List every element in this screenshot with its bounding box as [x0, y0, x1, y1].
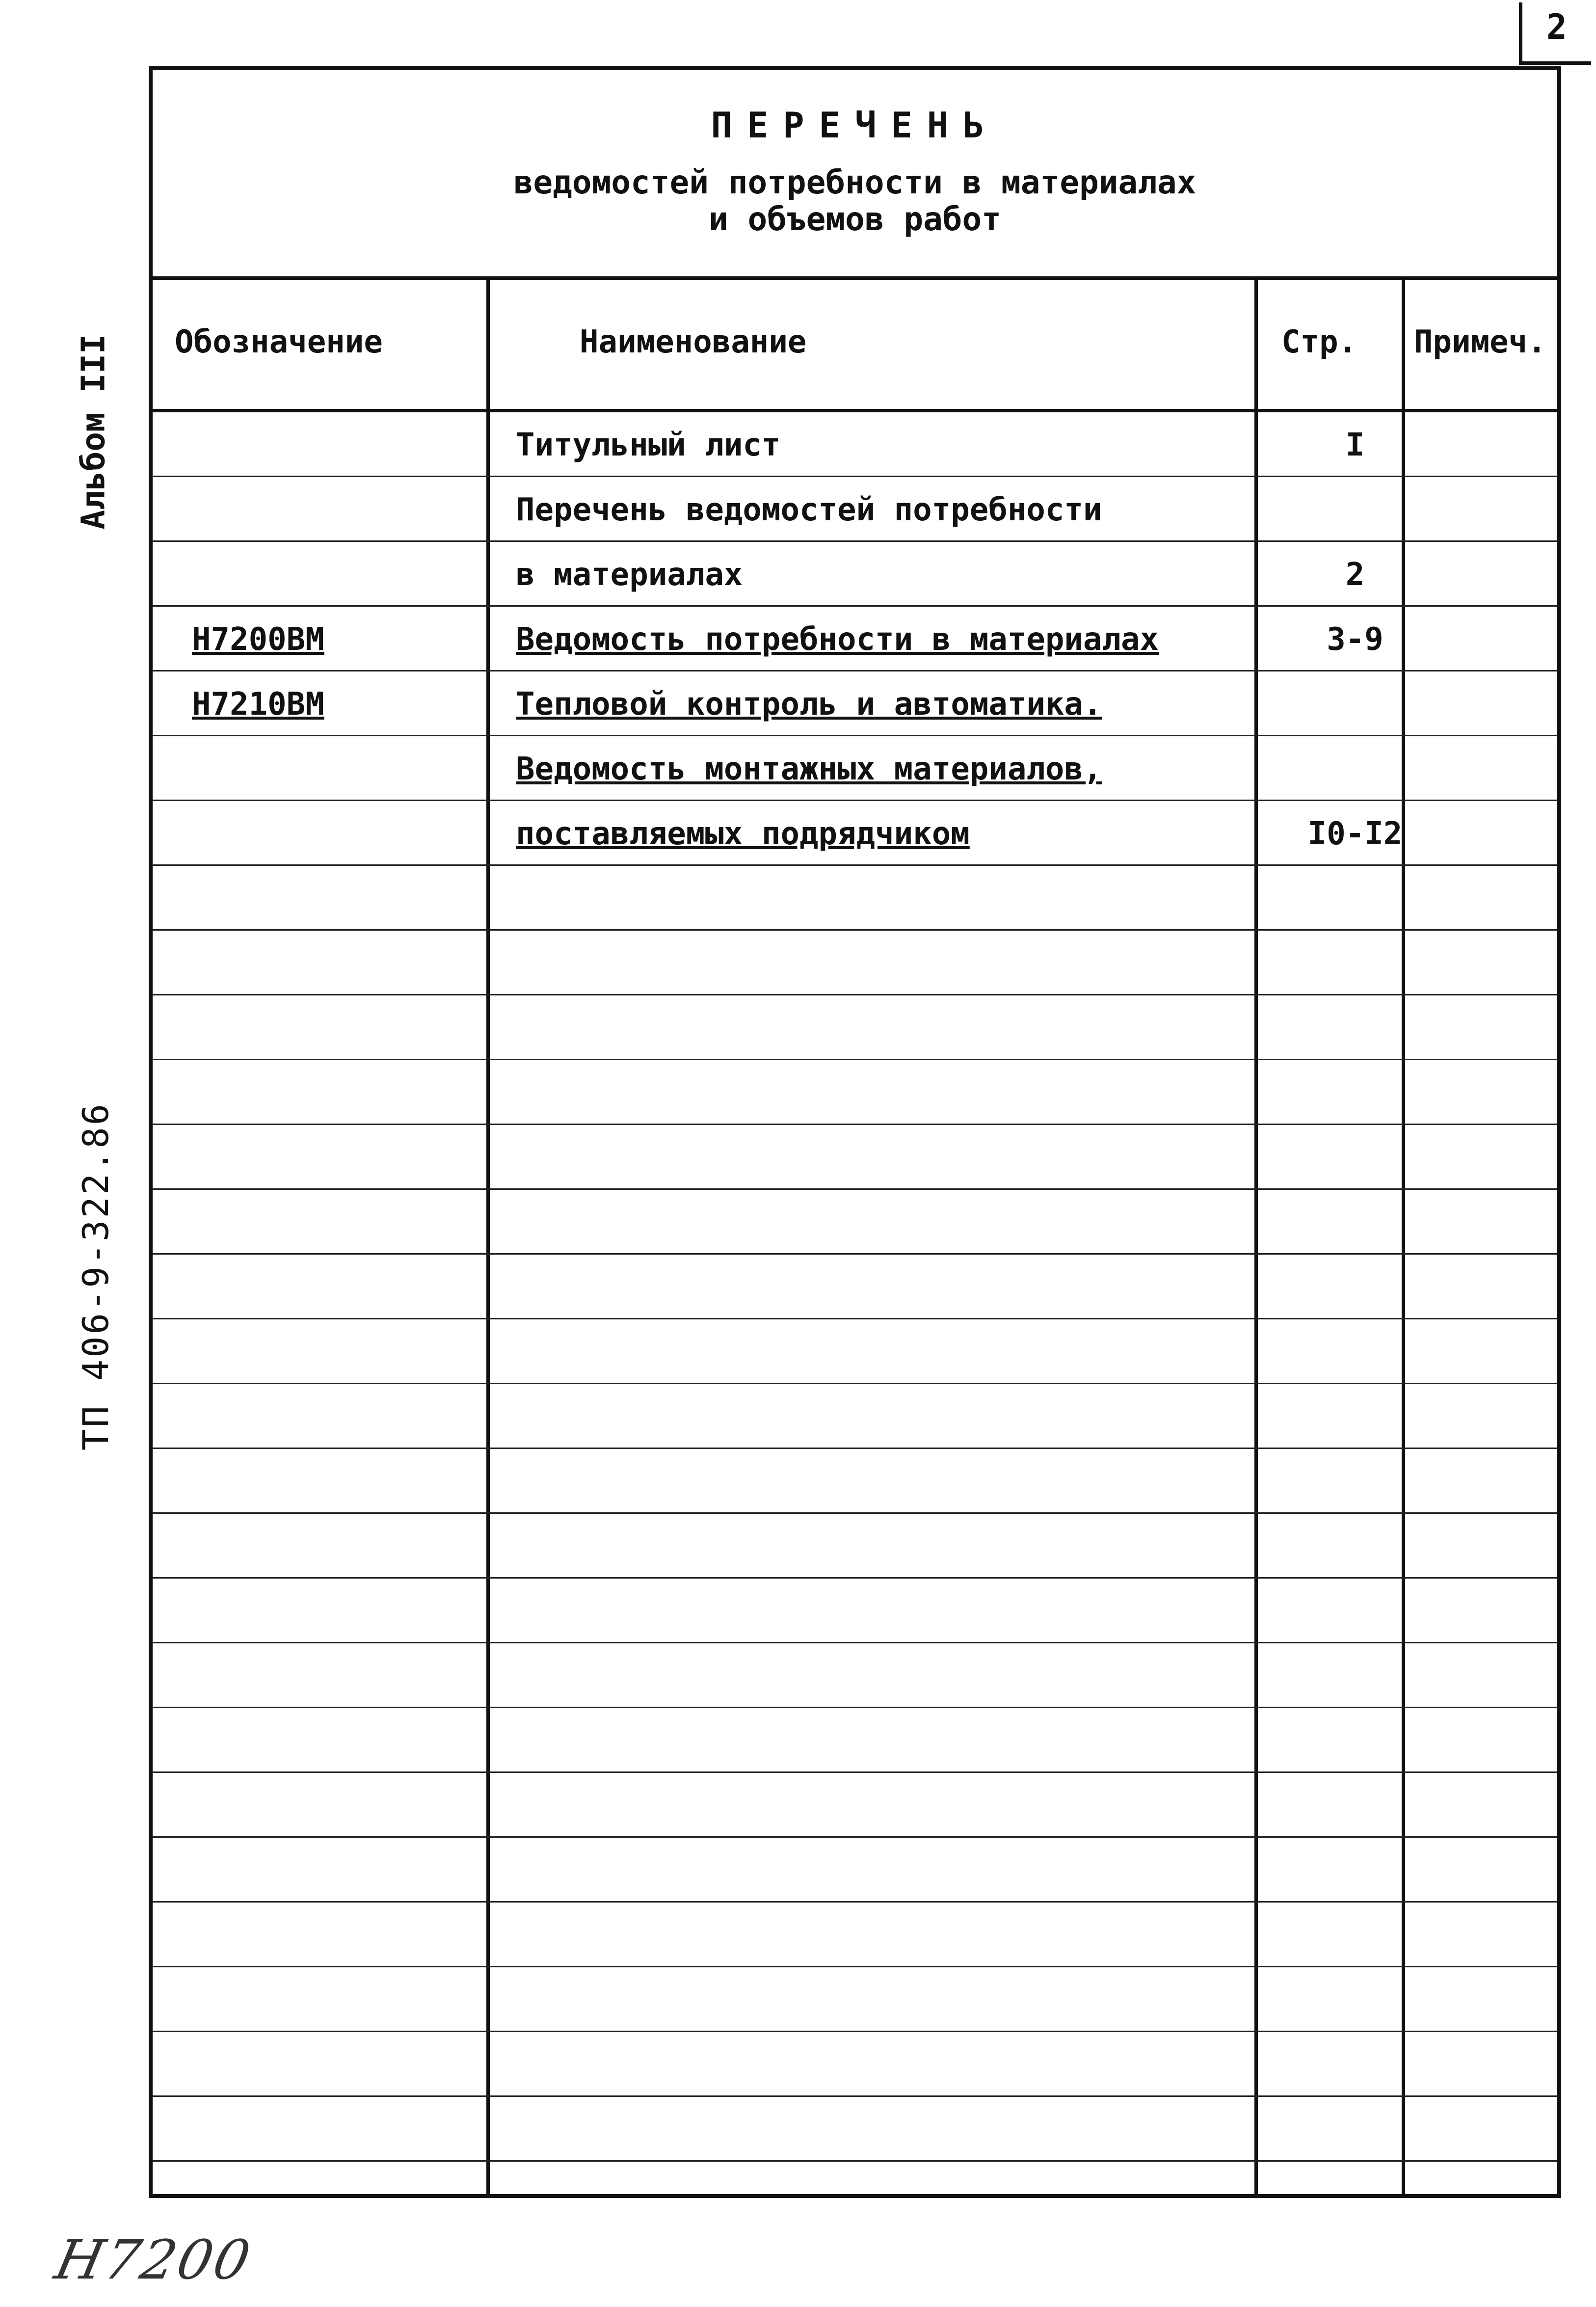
- row-designation: Н7210ВМ: [192, 686, 324, 723]
- table-row: [153, 736, 1557, 801]
- header-designation: Обозначение: [175, 324, 383, 360]
- header-note: Примеч.: [1414, 324, 1546, 360]
- row-name: Тепловой контроль и автоматика.: [516, 686, 1102, 723]
- row-name: Ведомость монтажных материалов,: [516, 751, 1102, 787]
- table-row: [153, 801, 1557, 866]
- title-block: [153, 70, 1557, 280]
- table-row: [153, 2032, 1557, 2097]
- table-row: [153, 1514, 1557, 1579]
- table-row: [153, 1903, 1557, 1967]
- table-row: [153, 607, 1557, 671]
- row-name: поставляемых подрядчиком: [516, 816, 970, 852]
- table-row: [153, 542, 1557, 607]
- table-row: [153, 412, 1557, 477]
- handwritten-note: Н7200: [50, 2228, 258, 2291]
- table-row: [153, 671, 1557, 736]
- table-row: [153, 1255, 1557, 1319]
- table-row: [153, 1643, 1557, 1708]
- side-album-label: Альбом III: [74, 334, 112, 530]
- row-page: I: [1345, 427, 1365, 463]
- row-page: I0-I2: [1307, 816, 1403, 852]
- title-subtitle-line1: ведомостей потребности в материалах: [513, 163, 1197, 201]
- row-designation: Н7200ВМ: [192, 621, 324, 658]
- table-row: [153, 931, 1557, 995]
- table-row: [153, 1967, 1557, 2032]
- table-row: [153, 1384, 1557, 1449]
- row-page: 2: [1345, 557, 1365, 593]
- table-row: [153, 1579, 1557, 1643]
- document-sheet: [149, 66, 1561, 2198]
- row-name: Перечень ведомостей потребности: [516, 492, 1102, 528]
- title-subtitle-line2: и объемов работ: [708, 200, 1002, 238]
- table-row: [153, 1125, 1557, 1190]
- table-row: [153, 477, 1557, 542]
- row-name: Ведомость потребности в материалах: [516, 621, 1159, 658]
- table-row: [153, 1773, 1557, 1838]
- table-row: [153, 995, 1557, 1060]
- table-row: [153, 1708, 1557, 1773]
- table-row: [153, 1449, 1557, 1514]
- table-row: [153, 1060, 1557, 1125]
- title-main: ПЕРЕЧЕНЬ: [711, 105, 999, 146]
- table-row: [153, 1319, 1557, 1384]
- row-name: в материалах: [516, 557, 743, 593]
- table-row: [153, 1838, 1557, 1903]
- header-name: Наименование: [580, 324, 807, 360]
- table-row: [153, 1190, 1557, 1255]
- page-number: 2: [1519, 2, 1591, 65]
- table-header: [153, 280, 1557, 412]
- table-row: [153, 866, 1557, 931]
- header-page: Стр.: [1281, 324, 1357, 360]
- table-row: [153, 2097, 1557, 2162]
- row-name: Титульный лист: [516, 427, 781, 463]
- side-document-code: ТП 406-9-322.86: [75, 1101, 116, 1451]
- row-page: 3-9: [1327, 621, 1383, 658]
